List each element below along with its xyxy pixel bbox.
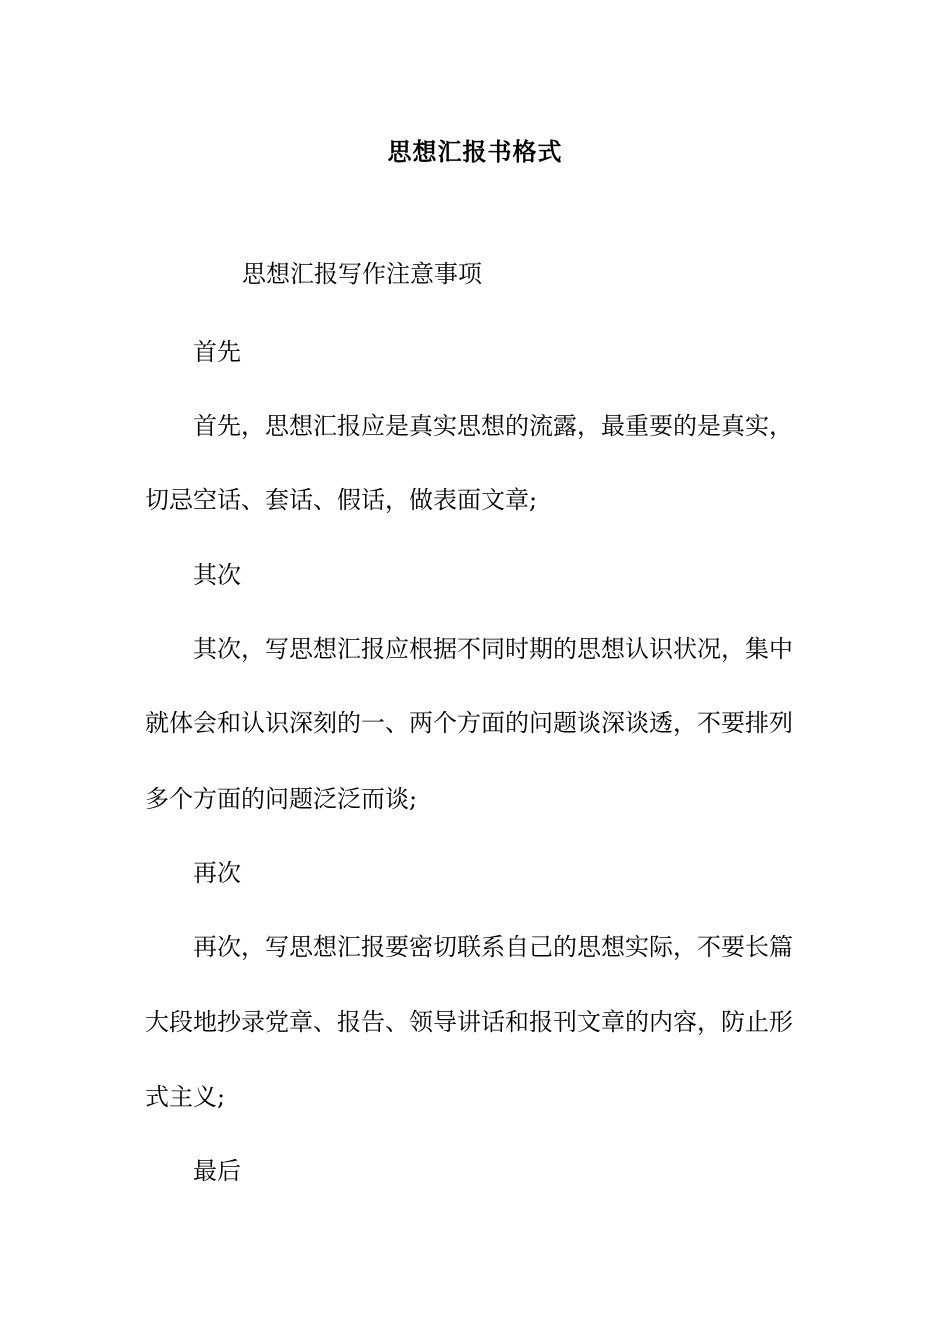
paragraph-line: 多个方面的问题泛泛而谈; [145, 785, 418, 813]
paragraph-line: 切忌空话、套话、假话，做表面文章; [145, 486, 538, 514]
paragraph-line: 再次，写思想汇报要密切联系自己的思想实际，不要长篇 [193, 933, 793, 961]
document-title: 思想汇报书格式 [387, 137, 563, 166]
paragraph-line: 大段地抄录党章、报告、领导讲话和报刊文章的内容，防止形 [145, 1008, 793, 1036]
paragraph-line: 式主义; [145, 1083, 226, 1111]
paragraph-line: 首先，思想汇报应是真实思想的流露，最重要的是真实， [193, 412, 793, 440]
section-heading-third: 再次 [193, 859, 241, 887]
paragraph-line: 其次，写思想汇报应根据不同时期的思想认识状况，集中 [193, 635, 793, 663]
section-heading-first: 首先 [193, 338, 241, 366]
document-subtitle: 思想汇报写作注意事项 [242, 260, 482, 288]
paragraph-line: 就体会和认识深刻的一、两个方面的问题谈深谈透，不要排列 [145, 709, 793, 737]
section-heading-second: 其次 [193, 561, 241, 589]
section-heading-last: 最后 [193, 1157, 241, 1185]
